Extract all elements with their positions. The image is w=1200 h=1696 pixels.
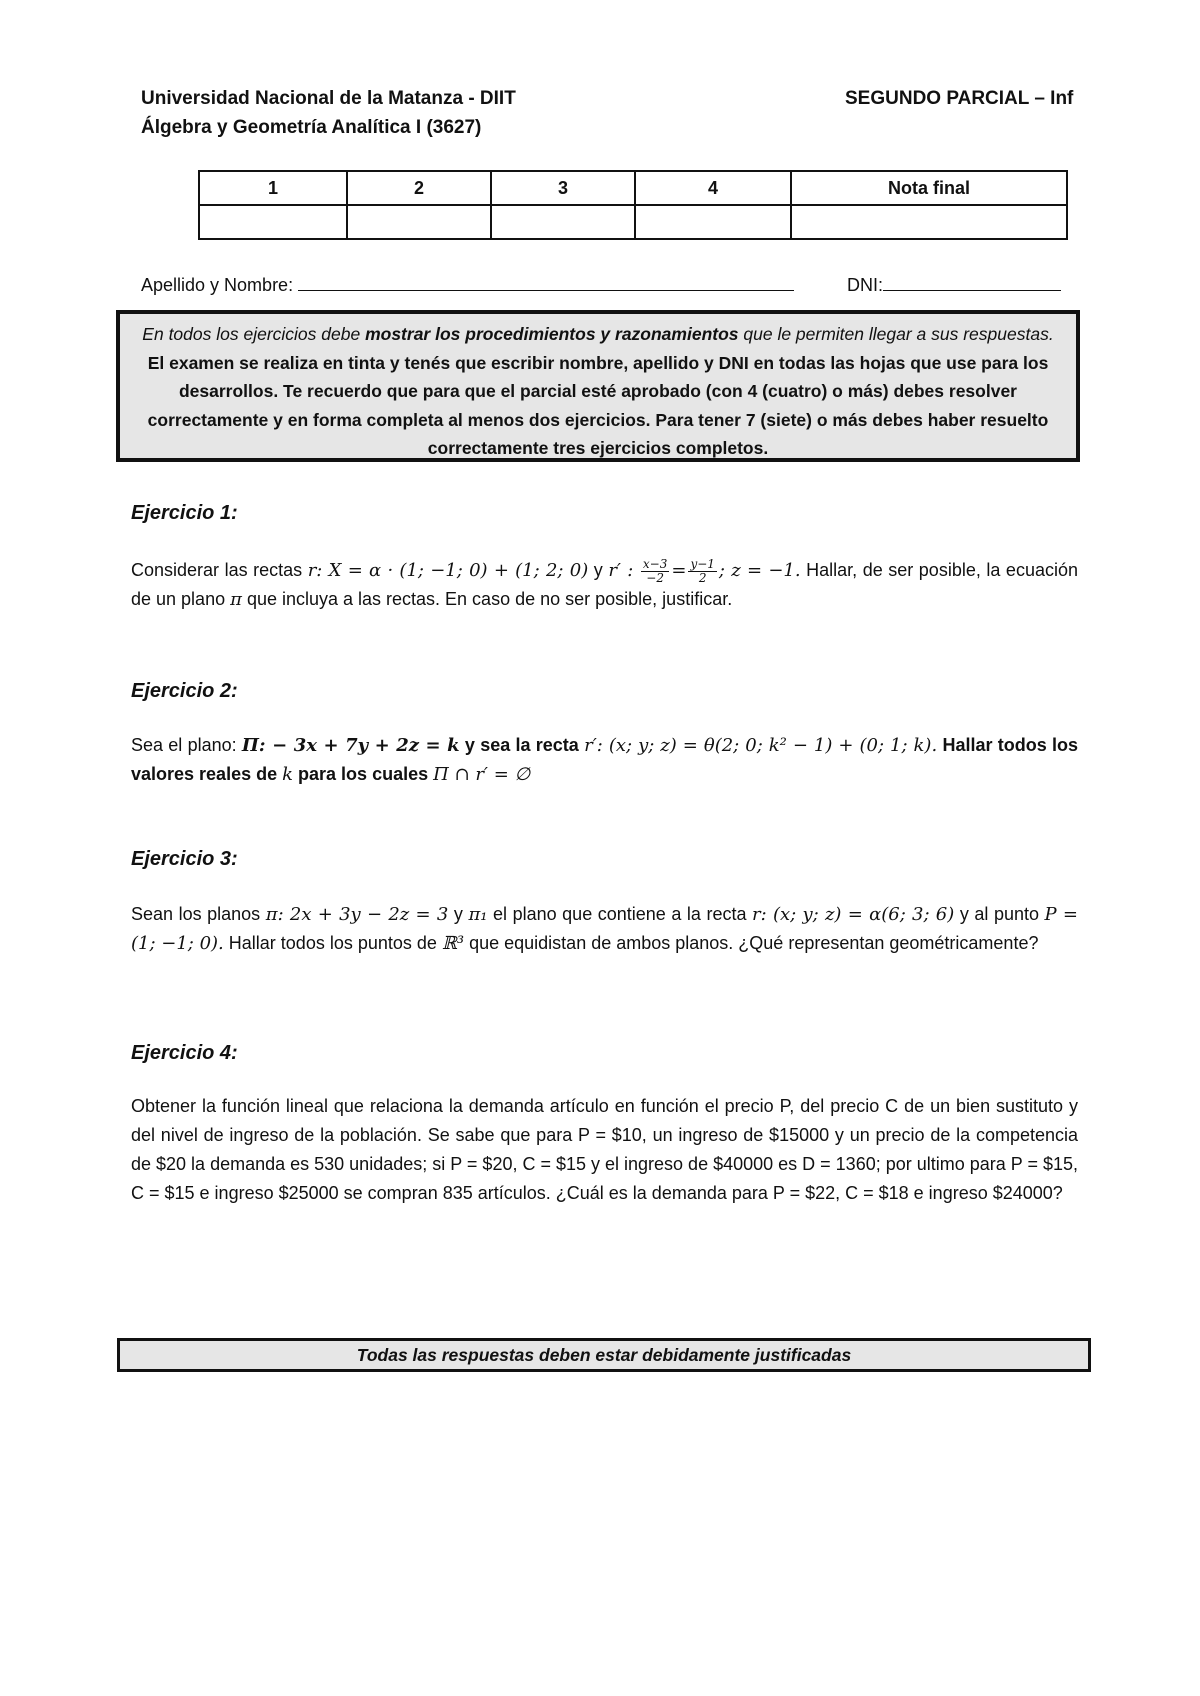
parameter-k: k	[282, 764, 294, 785]
line-r-prime-z: ; z = −1.	[718, 560, 801, 581]
fraction-numerator: y−1	[690, 556, 715, 571]
name-label: Apellido y Nombre:	[141, 275, 294, 295]
fraction-denominator: −2	[646, 570, 664, 585]
grade-cell-final[interactable]	[791, 205, 1067, 239]
grade-col-header: 2	[347, 171, 491, 205]
grade-table-header-row	[199, 171, 1067, 205]
exercise-text: Hallar todos los puntos de	[223, 933, 442, 953]
grade-cell-3[interactable]	[491, 205, 635, 239]
instructions-box	[116, 310, 1080, 462]
exercise-text: y	[448, 904, 469, 924]
grade-col-header: Nota final	[791, 171, 1067, 205]
plane-pi1-symbol: π₁	[468, 904, 488, 925]
exercise-3-statement	[131, 900, 1078, 958]
exercise-text: Sea el plano:	[131, 735, 242, 755]
grade-col-header: 1	[199, 171, 347, 205]
exercise-2-title: Ejercicio 2:	[131, 680, 238, 702]
plane-equation: Π: − 3x + 7y + 2z = k	[241, 735, 460, 756]
exercise-text: y	[588, 560, 609, 580]
exercise-3-title: Ejercicio 3:	[131, 848, 238, 870]
exercise-text: Hallar todos los valores reales de	[131, 735, 1079, 784]
instructions-line-1	[134, 320, 1062, 349]
name-field[interactable]	[141, 272, 794, 296]
exercise-text: que incluya a las rectas. En caso de no ser posible, justificar.	[241, 589, 733, 609]
instructions-text: En todos los ejercicios debe	[142, 324, 366, 344]
grade-cell-1[interactable]	[199, 205, 347, 239]
exercise-4-title: Ejercicio 4:	[131, 1042, 238, 1064]
grade-table-score-row	[199, 205, 1067, 239]
exercise-text: para los cuales	[293, 764, 434, 784]
fraction-y	[688, 558, 716, 585]
fraction-denominator: 2	[698, 570, 707, 585]
r3-symbol: ℝ³	[441, 933, 465, 954]
grade-table	[198, 170, 1068, 240]
point-p: P = (1; −1; 0).	[131, 904, 1078, 954]
instructions-text: que le permiten llegar a sus respuestas.	[738, 324, 1054, 344]
exercise-text: el plano que contiene a la recta	[487, 904, 753, 924]
footer-note: Todas las respuestas deben estar debidamente justificadas	[117, 1338, 1091, 1372]
exercise-text: Hallar, de ser posible, la ecuación de un plano	[131, 560, 1078, 609]
exercise-text: y al punto	[954, 904, 1045, 924]
course-name: Álgebra y Geometría Analítica I (3627)	[141, 117, 482, 138]
plane-pi-equation: π: 2x + 3y − 2z = 3	[265, 904, 449, 925]
line-r-prime-label: r′ :	[608, 560, 634, 581]
dni-blank-line[interactable]	[883, 272, 1061, 291]
exam-title: SEGUNDO PARCIAL – Inf	[845, 88, 1074, 109]
intersection-condition: Π ∩ r′ = ∅	[433, 764, 531, 785]
exercise-text: que equidistan de ambos planos. ¿Qué representan geométricamente?	[464, 933, 1039, 953]
plane-symbol: π	[230, 589, 242, 610]
university-name: Universidad Nacional de la Matanza - DIIT	[141, 88, 516, 109]
grade-col-header: 4	[635, 171, 791, 205]
exercise-1-title: Ejercicio 1:	[131, 502, 238, 524]
instructions-body: El examen se realiza en tinta y tenés que escribir nombre, apellido y DNI en todas las hojas que use para los desarrollos. Te recuerdo que para que el parcial esté aprobado (con 4 (cuatro) o más) debes resolver correctamente y en forma completa al menos dos ejercicios. Para tener 7 (siete) o más debes haber resuelto correctamente tres ejercicios completos.	[147, 352, 1049, 458]
exercise-1-statement: Considerar las rectas r: X = α · (1; −1; 0) + (1; 2; 0) y r′ : $\frac{x-3}{-2}$ = $\frac{y-1}{2}$ ; z = −1. Hallar, de ser posible, la ecuación de un plano π que incluya a las rectas. En caso de no ser posible, justificar.	[131, 556, 1078, 610]
exercise-2-statement	[131, 731, 1078, 789]
instructions-emphasis: mostrar los procedimientos y razonamientos	[365, 324, 739, 344]
grade-cell-4[interactable]	[635, 205, 791, 239]
grade-cell-2[interactable]	[347, 205, 491, 239]
exercise-text: y sea la recta	[459, 735, 585, 755]
line-r-equation: r: X = α · (1; −1; 0) + (1; 2; 0)	[307, 560, 589, 581]
exercise-text: Considerar las rectas	[131, 560, 308, 580]
dni-field[interactable]	[847, 272, 1061, 296]
line-equation: r′: (x; y; z) = θ(2; 0; k² − 1) + (0; 1; k).	[584, 735, 938, 756]
line-r-equation: r: (x; y; z) = α(6; 3; 6)	[752, 904, 955, 925]
grade-col-header: 3	[491, 171, 635, 205]
fraction-x	[641, 558, 669, 585]
fraction-numerator: x−3	[642, 556, 668, 571]
dni-label: DNI:	[847, 275, 883, 295]
name-blank-line[interactable]	[298, 272, 794, 291]
exercise-4-statement: Obtener la función lineal que relaciona la demanda artículo en función el precio P, del precio C de un bien sustituto y del nivel de ingreso de la población. Se sabe que para P = $10, un ingreso de $15000 y un precio de la competencia de $20 la demanda es 530 unidades; si P = $20, C = $15 y el ingreso de $40000 es D = 1360; por ultimo para P = $15, C = $15 e ingreso $25000 se compran 835 artículos. ¿Cuál es la demanda para P = $22, C = $18 e ingreso $24000?	[131, 1096, 1079, 1203]
exercise-text: Sean los planos	[131, 904, 266, 924]
